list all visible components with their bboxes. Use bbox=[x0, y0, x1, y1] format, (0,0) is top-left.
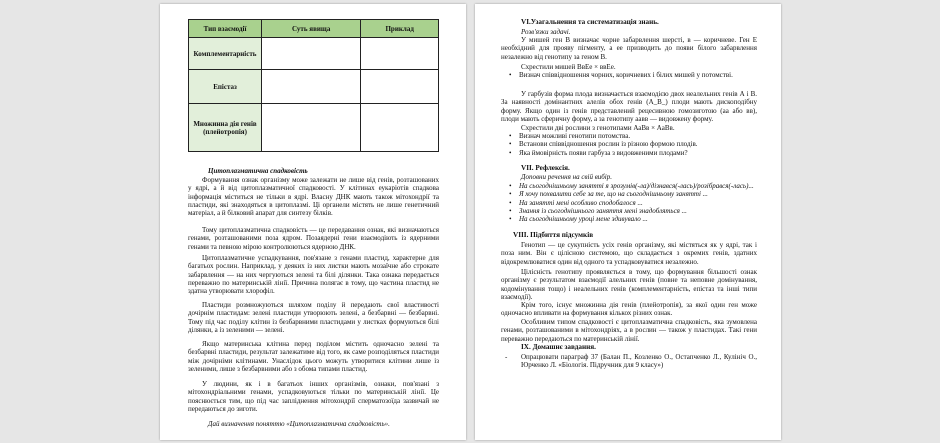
list-item: • На занятті мені особливо сподобалося ... bbox=[507, 199, 757, 207]
table-header: Приклад bbox=[361, 20, 439, 38]
paragraph: Формування ознак організму може залежати не лише від генів, розташованих у ядрі, а й від цитоплазматичної спадковості. У клітинах еукаріотів спадкова інформація міститься не тільки в ядрі. Власну ДНК мають також мітохондрії та пластиди, які знаходяться в цитоплазмі. Ці органели містять не лише генетичний матеріал, а й білковий апарат для синтезу білків. bbox=[188, 176, 439, 218]
table-cell[interactable] bbox=[361, 104, 439, 152]
task-text: У гарбузів форма плода визначається взаємодією двох неалельних генів А і В. За наявності домінантних алелів обох генів (А_В_) плоди мають дископодібну форму. Якщо один із генів представлений рецесивною гомозиготою (аа або вв), плоди мають сферичну форму, а за генотипу аавв — видовжену форму. bbox=[501, 90, 757, 123]
table-row-label: Комплементарність bbox=[189, 38, 262, 70]
section-subtitle: Доповни речення на свій вибір. bbox=[521, 173, 612, 181]
table-header: Тип взаємодії bbox=[189, 20, 262, 38]
list-item: • На сьогоднішньому уроці мене здивувало ... bbox=[507, 215, 757, 223]
task-list bbox=[507, 71, 757, 79]
table-row-label: Множинна дія генів (плейотропія) bbox=[189, 104, 262, 152]
list-item: • Визнач співвідношення чорних, коричневих і білих мишей у потомстві. bbox=[507, 71, 757, 79]
paragraph: Цілісність генотипу проявляється в тому, що формування більшості ознак організму є результатом взаємодії алельних генів (повне та неповне домінування, кодомінування тощо) і неалельних генів (комплементарність, епістаз та інші типи взаємодії). bbox=[501, 268, 757, 301]
reflection-list bbox=[507, 182, 757, 223]
table-cell[interactable] bbox=[361, 38, 439, 70]
task-cross: Схрестили дві рослини з генотипами АаВв × АаВв. bbox=[521, 124, 675, 132]
paragraph: У людини, як і в багатьох інших організмів, ознаки, пов'язані з мітохондріальними генами, успадковуються тільки по материнській лінії. Це пояснюється тим, що під час запліднення мітохондрії сперматозоїда зазвичай не передаються до зиготи. bbox=[188, 380, 439, 413]
gene-interaction-table bbox=[188, 19, 439, 152]
section-title: Цитоплазматична спадковість bbox=[208, 167, 308, 175]
section-title: IX. Домашнє завдання. bbox=[521, 343, 596, 351]
paragraph: Якщо материнська клітина перед поділом містить одночасно зелені та безбарвні пластиди, результат залежатиме від того, як саме розподіляться пластиди між дочірніми клітинами. Унаслідок цього можуть утворитися клітини лише із зеленими, лише з безбарвними або з обома типами пластид. bbox=[188, 340, 439, 373]
list-item: • Визнач можливі генотипи потомства. bbox=[507, 132, 757, 140]
task-text: Дай визначення поняттю «Цитоплазматична спадковість». bbox=[208, 420, 390, 428]
table-row-label: Епістаз bbox=[189, 70, 262, 104]
table-header: Суть явища bbox=[262, 20, 361, 38]
list-item: • На сьогоднішньому занятті я зрозумів(-ла)/дізнався(-лась)/розібрався(-лась)... bbox=[507, 182, 757, 190]
section-title: VII. Рефлексія. bbox=[521, 164, 570, 172]
list-item: • Встанови співвідношення рослин із різною формою плодів. bbox=[507, 140, 757, 148]
section-title: VI.Узагальнення та систематизація знань. bbox=[521, 18, 659, 26]
section-subtitle: Розв'язки задачі. bbox=[521, 28, 571, 36]
paragraph: Цитоплазматичне успадкування, пов'язане з генами пластид, характерне для багатьох рослин. Наприклад, у деяких із них листки мають мозаїчне або строкате забарвлення — на них чергуються зелені та білі ділянки. Така ознака передається переважно по материнській лінії. Причина полягає в тому, що частина пластид не здатна утворювати хлорофіл. bbox=[188, 254, 439, 296]
table-cell[interactable] bbox=[262, 38, 361, 70]
paragraph: Пластиди розмножуються шляхом поділу й передають свої властивості дочірнім пластидам: зелені пластиди утворюють зелені, а безбарвні — безбарвні. Тому під час поділу клітин із безбарвними пластидами у листках формуються білі ділянки, а із зеленими — зелені. bbox=[188, 301, 439, 334]
paragraph: Генотип — це сукупність усіх генів організму, які містяться як у ядрі, так і поза ним. Він є цілісною системою, що складається з окремих генів, здатних відокремлюватися один від одного та успадковуватися незалежно. bbox=[501, 241, 757, 266]
paragraph: Особливим типом спадковості є цитоплазматична спадковість, яка зумовлена генами, розташованими в мітохондріях, а в рослин — також у пластидах. Такі гени переважно передаються по материнській лінії. bbox=[501, 318, 757, 343]
table-cell[interactable] bbox=[262, 104, 361, 152]
task-list bbox=[507, 132, 757, 157]
paragraph: Крім того, існує множинна дія генів (плейотропія), за якої один ген може одночасно впливати на формування кількох різних ознак. bbox=[501, 301, 757, 318]
homework-text: Опрацювати параграф 37 (Балан П., Козленко О., Остапченко Л., Кулініч О., Юрченко Л. «Біологія. Підручник для 9 класу») bbox=[521, 353, 757, 370]
table-cell[interactable] bbox=[361, 70, 439, 104]
dash-marker: - bbox=[505, 353, 508, 361]
document-page-1 bbox=[160, 4, 466, 440]
section-title: VIII. Підбиття підсумків bbox=[513, 231, 594, 239]
list-item: • Я хочу похвалити себе за те, що на сьогоднішньому занятті ... bbox=[507, 190, 757, 198]
list-item: • Знання із сьогоднішнього заняття мені знадобляться ... bbox=[507, 207, 757, 215]
list-item: • Яка ймовірність появи гарбуза з видовженими плодами? bbox=[507, 149, 757, 157]
paragraph: Тому цитоплазматична спадковість — це передавання ознак, які визначаються генами, розташованими поза ядром. Позаядерні гени взаємодіють із ядерними генами та певною мірою контролюються ядерною ДНК. bbox=[188, 226, 439, 251]
task-text: У мишей ген В визначає чорне забарвлення шерсті, в — коричневе. Ген Е необхідний для прояву пігменту, а ее призводить до появи білого забарвлення незалежно від генотипу за геном В. bbox=[501, 36, 757, 61]
task-cross: Схрестили мишей ВвЕе × ввЕе. bbox=[521, 63, 616, 71]
document-page-2 bbox=[475, 4, 781, 440]
table-cell[interactable] bbox=[262, 70, 361, 104]
